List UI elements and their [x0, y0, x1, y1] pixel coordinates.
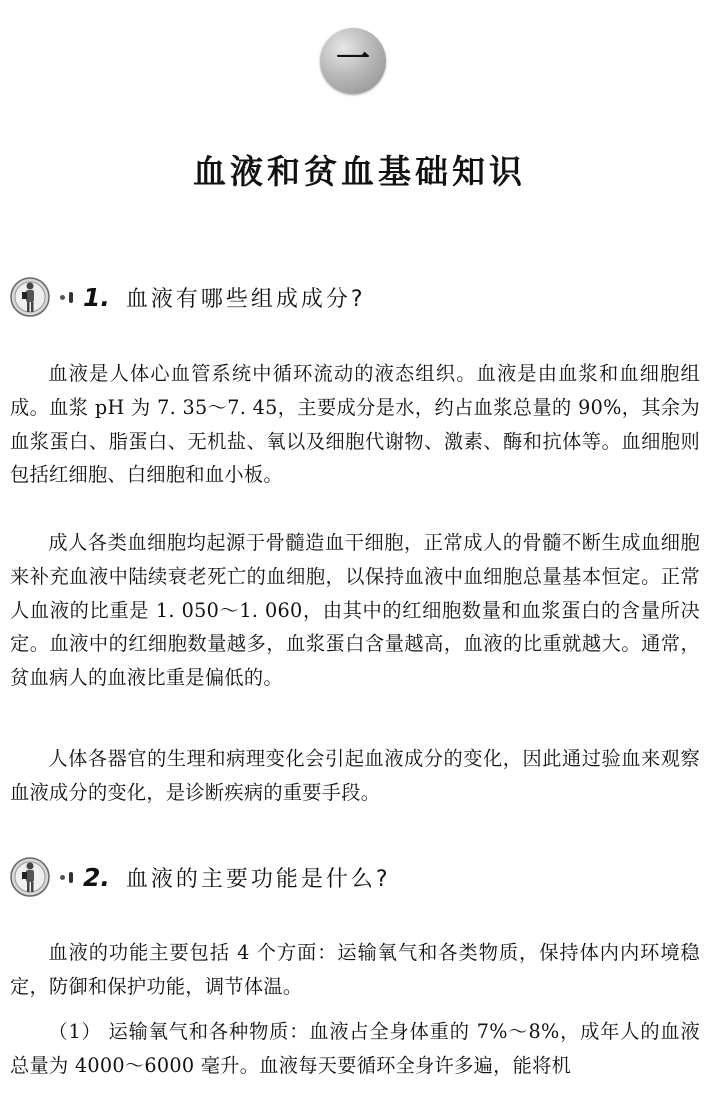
chapter-badge: [320, 28, 386, 94]
heading-dots: [60, 292, 73, 303]
reading-person-icon: [8, 275, 52, 319]
section-1-heading: [8, 272, 366, 322]
section-2-heading: [8, 852, 391, 902]
section-1-paragraph-3: 人体各器官的生理和病理变化会引起血液成分的变化，因此通过验血来观察血液成分的变化，是诊断疾病的重要手段。: [10, 747, 700, 804]
heading-dots: [60, 872, 73, 883]
section-1-number: 1.: [83, 282, 110, 312]
section-1-question: 血液有哪些组成成分?: [125, 286, 366, 312]
chapter-number: 一: [336, 39, 370, 79]
reading-person-icon: [8, 855, 52, 899]
chapter-title: 血液和贫血基础知识: [193, 152, 526, 191]
section-1-paragraph-2: 成人各类血细胞均起源于骨髓造血干细胞，正常成人的骨髓不断生成血细胞来补充血液中陆续衰老死亡的血细胞，以保持血液中血细胞总量基本恒定。正常人血液的比重是 1. 050～1. 060，由其中的红细胞数量和血浆蛋白的含量所决定。血液中的红细胞数量越多，血浆蛋白含量越高，血液的比重就越大。通常，贫血病人的血液比重是偏低的。: [10, 531, 700, 690]
section-1-paragraph-1: 血液是人体心血管系统中循环流动的液态组织。血液是由血浆和血细胞组成。血浆 pH 为 7. 35～7. 45，主要成分是水，约占血浆总量的 90%，其余为血浆蛋白、脂蛋白、无机盐、氧以及细胞代谢物、激素、酶和抗体等。血细胞则包括红细胞、白细胞和血小板。: [10, 362, 700, 487]
section-2-paragraph-1: 血液的功能主要包括 4 个方面：运输氧气和各类物质，保持体内内环境稳定，防御和保护功能，调节体温。: [10, 941, 700, 998]
section-2-paragraph-2: （1） 运输氧气和各种物质：血液占全身体重的 7%～8%，成年人的血液总量为 4000～6000 毫升。血液每天要循环全身许多遍，能将机: [10, 1020, 700, 1077]
section-2-number: 2.: [83, 862, 110, 892]
section-2-question: 血液的主要功能是什么?: [125, 866, 391, 892]
